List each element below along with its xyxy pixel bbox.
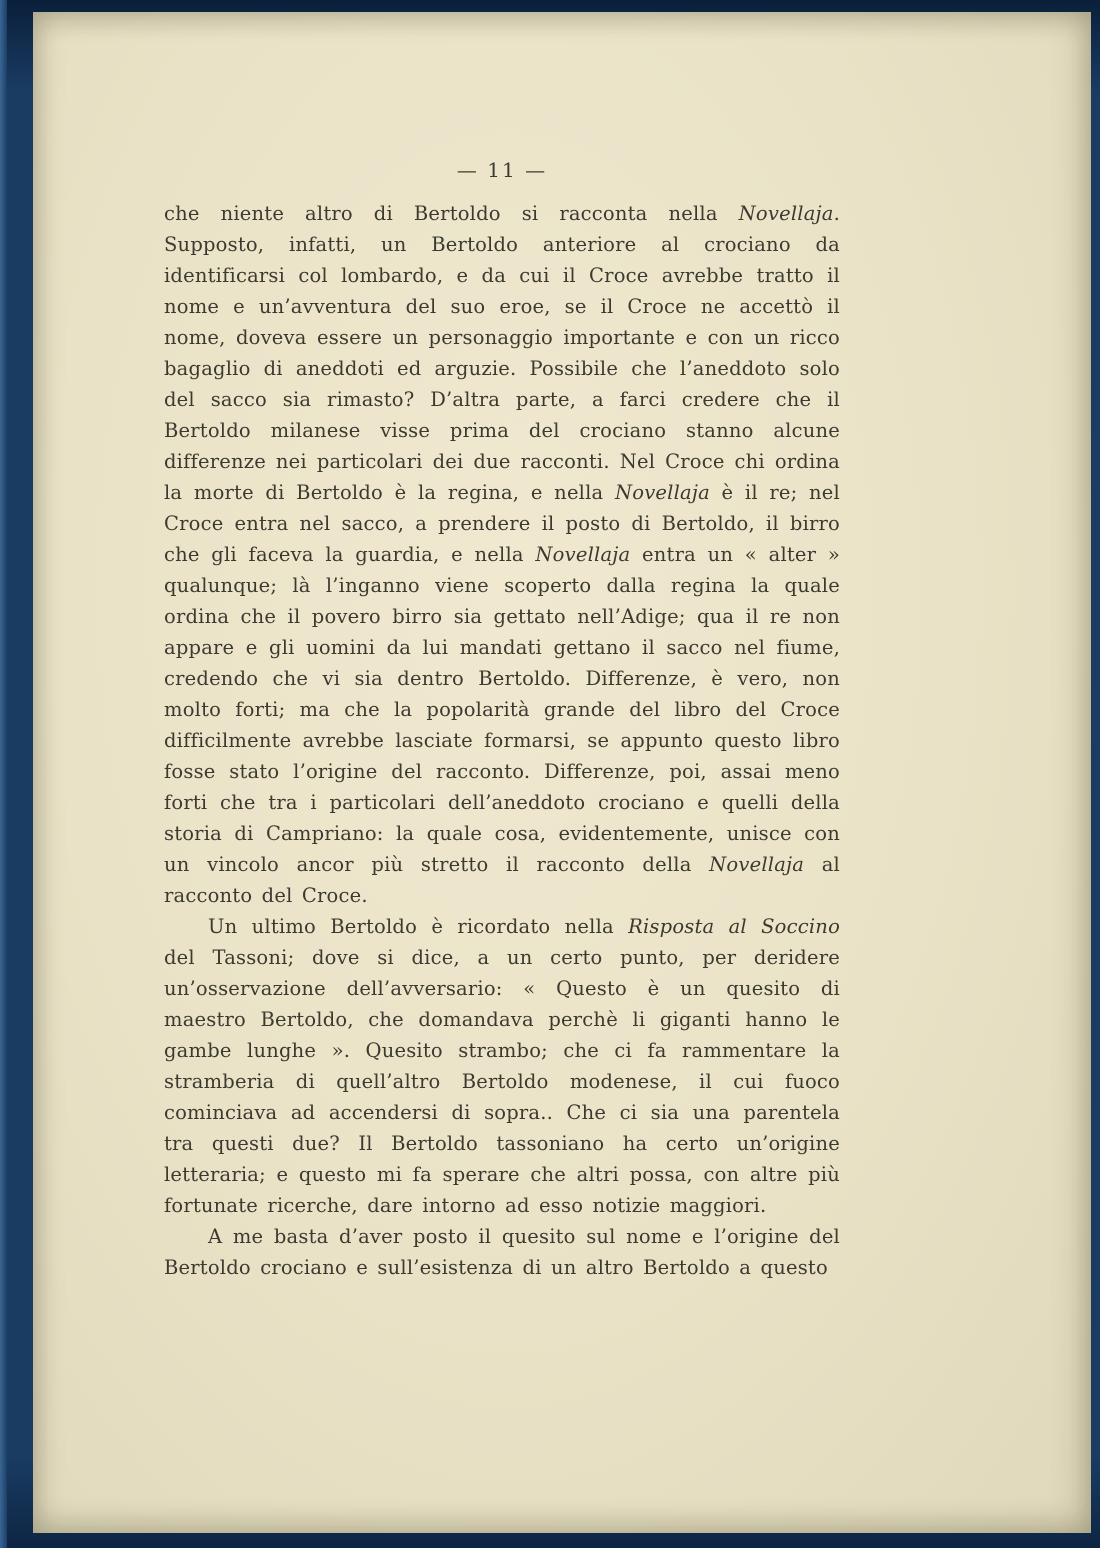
text-block xyxy=(164,198,840,1283)
italic-book-title: Novellaja xyxy=(615,481,710,504)
italic-book-title: Risposta al Soccino xyxy=(628,915,841,938)
page-content xyxy=(164,158,840,1283)
paragraph xyxy=(164,198,840,911)
text-run: Un ultimo Bertoldo è ricordato nella xyxy=(208,915,629,938)
text-run: entra un « alter » qualunque; là l’inganno viene scoperto dalla regina la quale ordina che il povero birro sia gettato nell’Adige; qua il re non appare e gli uomini da lui mandati gettano il sacco nel fiume, credendo che vi sia dentro Bertoldo. Differenze, è vero, non molto forti; ma che la popolarità grande del libro del Croce difficilmente avrebbe lasciate formarsi, se appunto questo libro fosse stato l’origine del racconto. Differenze, poi, assai meno forti che tra i particolari dell’aneddoto crociano e quelli della storia di Campriano: la quale cosa, evidentemente, unisce con un vincolo ancor più stretto il racconto della xyxy=(164,543,840,876)
italic-book-title: Novellaja xyxy=(738,202,834,225)
italic-book-title: Novellaja xyxy=(535,543,631,566)
text-run: A me basta d’aver posto il quesito sul nome e l’origine del Bertoldo crociano e sull’esistenza di un altro Bertoldo a questo xyxy=(164,1225,840,1279)
text-run: al racconto del Croce. xyxy=(164,853,840,907)
page-number: — 11 — xyxy=(456,158,548,182)
paragraph xyxy=(164,1221,840,1283)
paragraph xyxy=(164,911,840,1221)
text-run: . Supposto, infatti, un Bertoldo anteriore al crociano da identificarsi col lombardo, e da cui il Croce avrebbe tratto il nome e un’avventura del suo eroe, se il Croce ne accettò il nome, doveva essere un personaggio importante e con un ricco bagaglio di aneddoti ed arguzie. Possibile che l’aneddoto solo del sacco sia rimasto? D’altra parte, a farci credere che il Bertoldo milanese visse prima del crociano stanno alcune differenze nei particolari dei due racconti. Nel Croce chi ordina la morte di Bertoldo è la regina, e nella xyxy=(164,202,840,504)
text-run: è il re; nel Croce entra nel sacco, a prendere il posto di Bertoldo, il birro che gli faceva la guardia, e nella xyxy=(164,481,840,566)
text-run: del Tassoni; dove si dice, a un certo punto, per deridere un’osservazione dell’avversario: « Questo è un quesito di maestro Bertoldo, che domandava perchè li giganti hanno le gambe lunghe ». Quesito strambo; che ci fa rammentare la stramberia di quell’altro Bertoldo modenese, il cui fuoco cominciava ad accendersi di sopra.. Che ci sia una parentela tra questi due? Il Bertoldo tassoniano ha certo un’origine letteraria; e questo mi fa sperare che altri possa, con altre più fortunate ricerche, dare intorno ad esso notizie maggiori. xyxy=(164,946,840,1217)
text-run: che niente altro di Bertoldo si racconta nella xyxy=(164,202,739,225)
paper xyxy=(33,12,1091,1533)
italic-book-title: Novellaja xyxy=(709,853,805,876)
